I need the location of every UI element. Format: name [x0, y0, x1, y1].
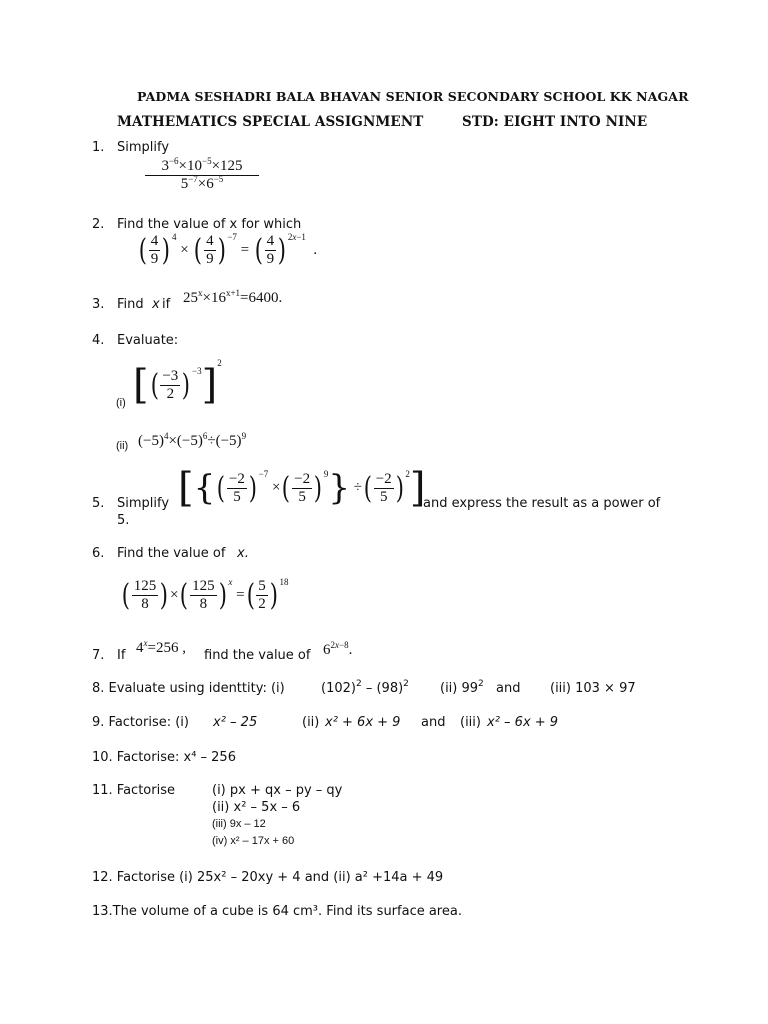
question-3-variable: x — [152, 297, 160, 312]
question-9-part-ii-label: (ii) — [302, 715, 320, 730]
question-7-condition: $4^x=256$ , — [136, 638, 186, 656]
standard-label: STD: EIGHT INTO NINE — [462, 114, 648, 130]
question-8-and: and — [496, 681, 521, 696]
question-2-number: 2. — [92, 217, 105, 232]
question-4-part-i-label: (i) — [116, 397, 126, 409]
question-7-mid: find the value of — [204, 648, 311, 663]
question-9-part-ii: x² + 6x + 9 — [325, 715, 401, 730]
question-8-part-ii: (ii) $99^2$ — [440, 679, 484, 696]
question-10-text: 10. Factorise: x⁴ – 256 — [92, 750, 236, 765]
question-4-part-i-expression: [( $\frac{-3}{2}$ ) $^{-3}$]$^2$ — [133, 358, 222, 408]
question-9-part-iii: x² – 6x + 9 — [487, 715, 559, 730]
question-5-expression: [{( $\frac{-2}{5}$ ) $^{-7}$ ×( $\frac{-2}{5}$ ) $^9$} ÷( $\frac{-2}{5}$ ) $^2$] — [178, 465, 426, 511]
question-3-if: if — [162, 297, 171, 312]
question-11-text: 11. Factorise — [92, 783, 175, 798]
question-6-variable: x. — [237, 546, 249, 561]
question-1-expression: $\frac{3^{-6}\times 10^{-5}\times 125}{5^{-7}\times 6^{-5}}$ — [145, 158, 259, 193]
question-6-text: Find the value of — [117, 546, 226, 561]
question-2-expression: ( $\frac{4}{9}$ ) $^4$ × ( $\frac{4}{9}$ ) $^{-7}$ = ( $\frac{4}{9}$ ) $^{2x-1}$ . — [138, 231, 318, 268]
question-2-text: Find the value of x for which — [117, 217, 302, 232]
question-9-and: and — [421, 715, 446, 730]
question-5-text: Simplify — [117, 496, 170, 511]
school-name: PADMA SESHADRI BALA BHAVAN SENIOR SECONDARY SCHOOL KK NAGAR — [137, 89, 689, 104]
question-6-expression: ( $\frac{125}{8}$ ) ×( $\frac{125}{8}$ ) $^x$ =( $\frac{5}{2}$ ) $^{18}$ — [121, 576, 289, 613]
question-3-text: Find — [117, 297, 144, 312]
question-1-text: Simplify — [117, 140, 170, 155]
question-6-number: 6. — [92, 546, 105, 561]
question-7-target: $6^{2x-8}$. — [323, 640, 353, 658]
question-4-text: Evaluate: — [117, 333, 179, 348]
question-11-part-iii: (iii) 9x – 12 — [212, 818, 266, 830]
question-13-text: 13.The volume of a cube is 64 cm³. Find its surface area. — [92, 904, 462, 919]
question-4-number: 4. — [92, 333, 105, 348]
question-3-expression: $25^x\times 16^{x+1}=6400$. — [183, 288, 283, 306]
question-8-text: 8. Evaluate using identtity: (i) — [92, 681, 285, 696]
question-11-part-i: (i) px + qx – py – qy — [212, 783, 343, 798]
question-9-text: 9. Factorise: (i) — [92, 715, 189, 730]
question-7-number: 7. — [92, 648, 105, 663]
assignment-title: MATHEMATICS SPECIAL ASSIGNMENT — [117, 114, 424, 130]
question-11-part-ii: (ii) x² – 5x – 6 — [212, 800, 301, 815]
question-8-part-iii: (iii) 103 × 97 — [550, 681, 636, 696]
question-12-text: 12. Factorise (i) 25x² – 20xy + 4 and (ii) a² +14a + 49 — [92, 870, 444, 885]
question-8-part-i: $(102)^2 - (98)^2$ — [321, 679, 409, 696]
question-4-part-ii-label: (ii) — [116, 440, 129, 452]
question-5-tail-2: 5. — [117, 513, 130, 528]
question-5-number: 5. — [92, 496, 105, 511]
question-4-part-ii-expression: $(-5)^4\times(-5)^6\div(-5)^9$ — [138, 431, 247, 449]
question-5-tail: and express the result as a power of — [423, 496, 661, 511]
question-3-number: 3. — [92, 297, 105, 312]
question-11-part-iv: (iv) x² – 17x + 60 — [212, 835, 295, 847]
question-7-text: If — [117, 648, 126, 663]
question-9-part-iii-label: (iii) — [460, 715, 481, 730]
question-9-part-i: x² – 25 — [213, 715, 258, 730]
question-1-number: 1. — [92, 140, 105, 155]
